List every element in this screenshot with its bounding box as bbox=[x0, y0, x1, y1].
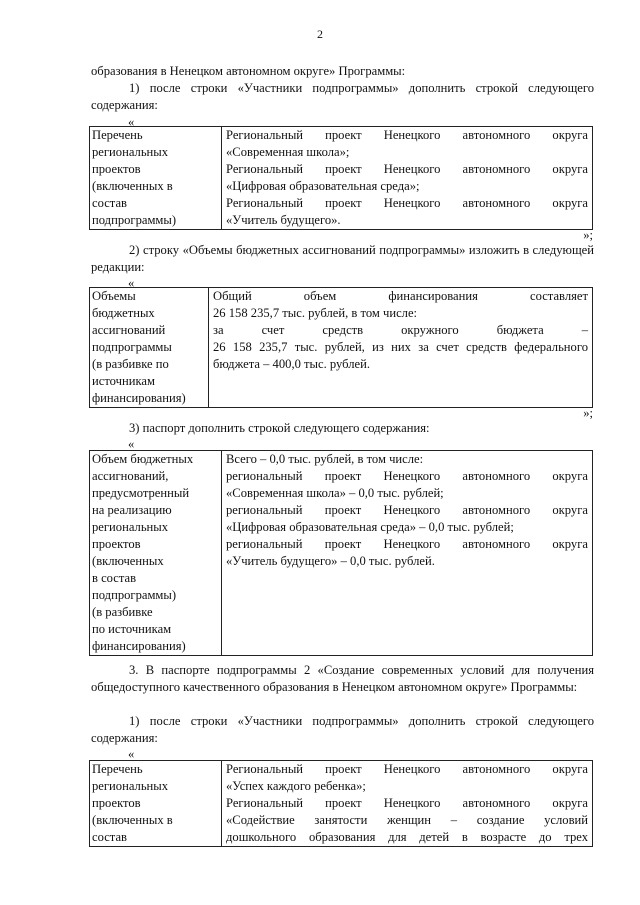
table1-value-cell bbox=[222, 127, 593, 230]
table3-label-line: финансирования) bbox=[92, 639, 186, 653]
table2-label-line: подпрограммы bbox=[92, 340, 172, 354]
table1-value-line: Региональный проект Ненецкого автономного округа bbox=[226, 196, 588, 210]
table3-value-line: региональный проект Ненецкого автономного округа bbox=[226, 469, 588, 483]
table1-label-cell bbox=[90, 127, 222, 230]
table2-label-line: Объемы bbox=[92, 289, 136, 303]
table1-label-line: региональных bbox=[92, 145, 169, 159]
table4-opening-quote: « bbox=[128, 747, 135, 761]
table4-label-line: проектов bbox=[92, 796, 141, 810]
table2-label-line: (в разбивке по bbox=[92, 357, 169, 371]
table3-value-line: «Современная школа» – 0,0 тыс. рублей; bbox=[226, 486, 444, 500]
table3-value-line: Всего – 0,0 тыс. рублей, в том числе: bbox=[226, 452, 424, 466]
table1-label-line: Перечень bbox=[92, 128, 143, 142]
table4-value-line: Региональный проект Ненецкого автономного округа bbox=[226, 796, 588, 810]
table1-label-line: подпрограммы) bbox=[92, 213, 177, 227]
table3-label-line: (включенных bbox=[92, 554, 164, 568]
table2-value-line: 26 158 235,7 тыс. рублей, в том числе: bbox=[213, 306, 418, 320]
table3-label-line: региональных bbox=[92, 520, 169, 534]
table2-value-line: за счет средств окружного бюджета – bbox=[213, 323, 588, 337]
table1-value-line: Региональный проект Ненецкого автономного округа bbox=[226, 162, 588, 176]
table2-label-line: источникам bbox=[92, 374, 155, 388]
table2-budget-allocations bbox=[89, 287, 593, 408]
table3-label-line: предусмотренный bbox=[92, 486, 190, 500]
table2-opening-quote: « bbox=[128, 276, 135, 290]
table3-label-cell bbox=[90, 451, 222, 656]
table3-label-line: на реализацию bbox=[92, 503, 172, 517]
table1-label-line: проектов bbox=[92, 162, 141, 176]
table1-value-line: «Цифровая образовательная среда»; bbox=[226, 179, 420, 193]
table1-regional-projects bbox=[89, 126, 593, 230]
table4-label-cell bbox=[90, 761, 222, 847]
table4-label-line: Перечень bbox=[92, 762, 143, 776]
table3-label-line: по источникам bbox=[92, 622, 172, 636]
table1-label-line: состав bbox=[92, 196, 127, 210]
table2-label-line: ассигнований bbox=[92, 323, 166, 337]
table3-value-line: «Цифровая образовательная среда» – 0,0 тыс. рублей; bbox=[226, 520, 514, 534]
table3-label-line: подпрограммы) bbox=[92, 588, 177, 602]
table2-value-line: 26 158 235,7 тыс. рублей, из них за счет средств федерального bbox=[213, 340, 588, 354]
table4-value-line: Региональный проект Ненецкого автономного округа bbox=[226, 762, 588, 776]
table1-value-line: Региональный проект Ненецкого автономного округа bbox=[226, 128, 588, 142]
item4-paragraph: 1) после строки «Участники подпрограммы» дополнить строкой следующего содержания: bbox=[91, 714, 594, 745]
table3-label-line: проектов bbox=[92, 537, 141, 551]
table1-value-line: «Учитель будущего». bbox=[226, 213, 341, 227]
table4-label-line: (включенных в bbox=[92, 813, 173, 827]
table2-label-line: финансирования) bbox=[92, 391, 186, 405]
table2-closing-quote: »; bbox=[583, 406, 593, 420]
intro-line: образования в Ненецком автономном округе» Программы: bbox=[91, 64, 406, 78]
table2-label-line: бюджетных bbox=[92, 306, 155, 320]
table1-closing-quote: »; bbox=[583, 228, 593, 242]
table4-value-line: «Успех каждого ребенка»; bbox=[226, 779, 366, 793]
table4-label-line: региональных bbox=[92, 779, 169, 793]
item2-paragraph: 2) строку «Объемы бюджетных ассигнований подпрограммы» изложить в следующей редакции: bbox=[91, 243, 594, 274]
table4-value-line: «Содействие занятости женщин – создание условий bbox=[226, 813, 588, 827]
table4-label-line: состав bbox=[92, 830, 127, 844]
table3-label-line: Объем бюджетных bbox=[92, 452, 194, 466]
table3-project-allocations bbox=[89, 450, 593, 656]
section3-paragraph: 3. В паспорте подпрограммы 2 «Создание современных условий для получения общедоступного качественного образования в Ненецком автономном округе» Программы: bbox=[91, 663, 594, 694]
table1-value-line: «Современная школа»; bbox=[226, 145, 350, 159]
table2-value-line: бюджета – 400,0 тыс. рублей. bbox=[213, 357, 371, 371]
table4-value-cell bbox=[222, 761, 593, 847]
item3-paragraph: 3) паспорт дополнить строкой следующего содержания: bbox=[129, 421, 430, 435]
page-number: 2 bbox=[317, 27, 323, 41]
table3-label-line: (в разбивке bbox=[92, 605, 153, 619]
table4-regional-projects bbox=[89, 760, 593, 847]
table3-opening-quote: « bbox=[128, 437, 135, 451]
table3-label-line: ассигнований, bbox=[92, 469, 169, 483]
table3-value-cell bbox=[222, 451, 593, 656]
table2-value-cell bbox=[209, 288, 593, 408]
table3-value-line: «Учитель будущего» – 0,0 тыс. рублей. bbox=[226, 554, 435, 568]
table1-opening-quote: « bbox=[128, 115, 135, 129]
table3-value-line: региональный проект Ненецкого автономного округа bbox=[226, 537, 588, 551]
table2-label-cell bbox=[90, 288, 209, 408]
item1-paragraph: 1) после строки «Участники подпрограммы» дополнить строкой следующего содержания: bbox=[91, 81, 594, 112]
table3-value-line: региональный проект Ненецкого автономного округа bbox=[226, 503, 588, 517]
table4-value-line: дошкольного образования для детей в возрасте до трех bbox=[226, 830, 588, 844]
table1-label-line: (включенных в bbox=[92, 179, 173, 193]
table3-label-line: в состав bbox=[92, 571, 137, 585]
table2-value-line: Общий объем финансирования составляет bbox=[213, 289, 588, 303]
